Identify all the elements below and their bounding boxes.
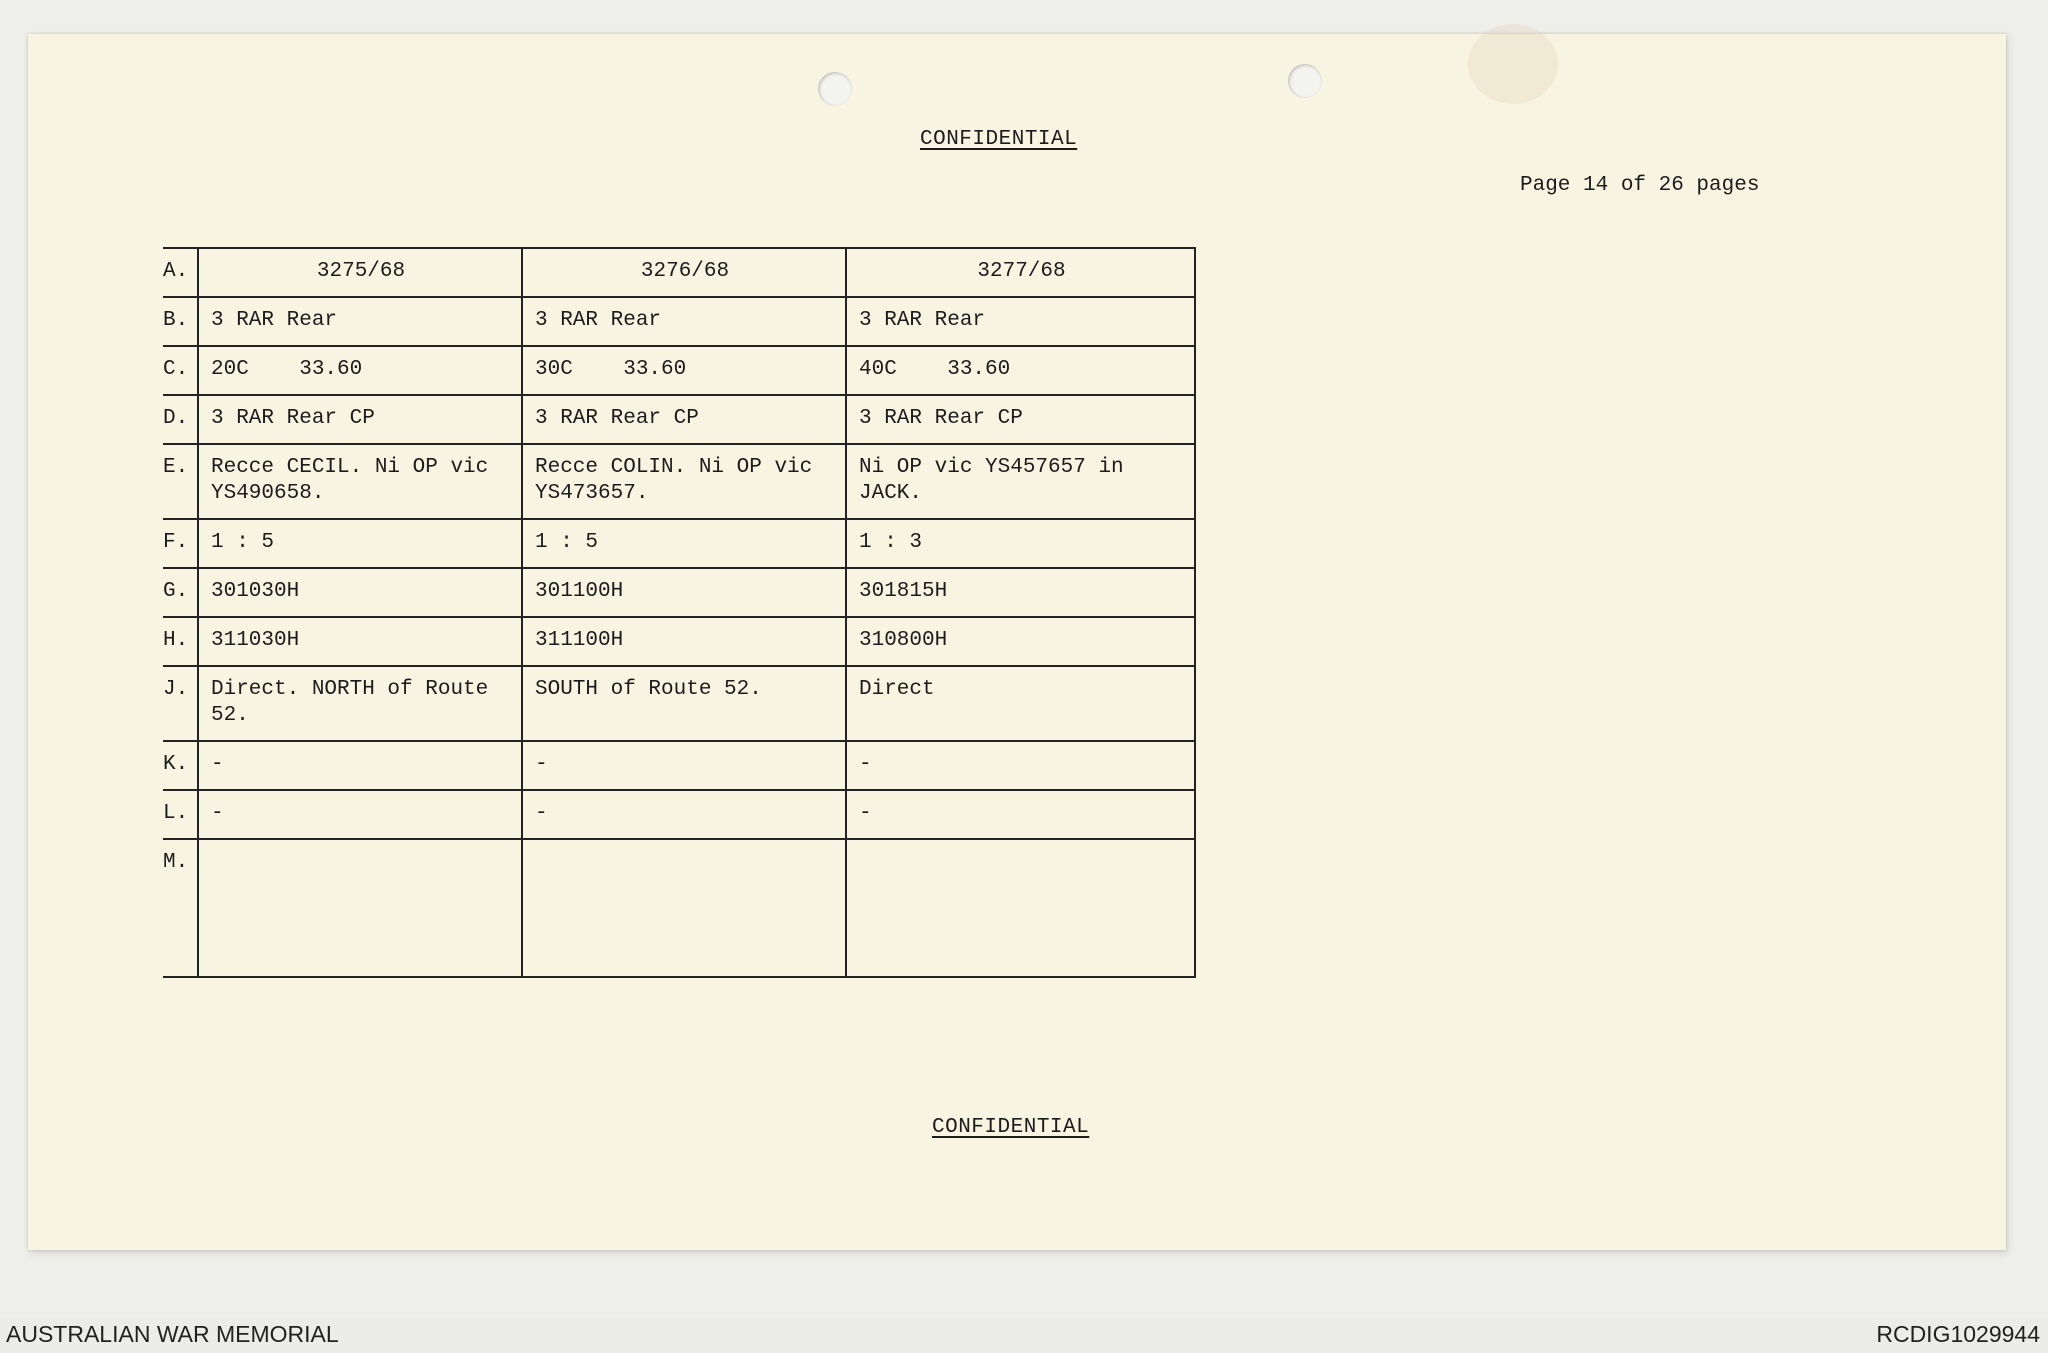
- table-cell: 310800H: [846, 617, 1195, 666]
- table-row: [163, 395, 1195, 444]
- table-cell: 3276/68: [522, 248, 846, 297]
- document-sheet: [28, 34, 2006, 1250]
- table-cell: 3 RAR Rear CP: [522, 395, 846, 444]
- row-label: E.: [163, 444, 198, 519]
- page-number: Page 14 of 26 pages: [1520, 174, 1760, 197]
- heading-confidential-bottom: CONFIDENTIAL: [932, 1116, 1090, 1139]
- table-cell: [846, 839, 1195, 977]
- table-cell: 30C 33.60: [522, 346, 846, 395]
- table-row: [163, 741, 1195, 790]
- message-log-table: [163, 247, 1196, 978]
- table-row: [163, 839, 1195, 977]
- table-cell: 3 RAR Rear CP: [198, 395, 522, 444]
- table-cell: Direct. NORTH of Route 52.: [198, 666, 522, 741]
- table-cell: 40C 33.60: [846, 346, 1195, 395]
- table-cell: 1 : 3: [846, 519, 1195, 568]
- row-label: C.: [163, 346, 198, 395]
- punch-hole-left: [818, 72, 852, 106]
- heading-confidential-top: CONFIDENTIAL: [920, 128, 1078, 151]
- table-row: [163, 297, 1195, 346]
- row-label: G.: [163, 568, 198, 617]
- table-cell: 1 : 5: [198, 519, 522, 568]
- table-row: [163, 666, 1195, 741]
- table-cell: 301815H: [846, 568, 1195, 617]
- table-cell: 3 RAR Rear: [522, 297, 846, 346]
- row-label: J.: [163, 666, 198, 741]
- table-cell: Direct: [846, 666, 1195, 741]
- table-row: [163, 248, 1195, 297]
- table-cell: 1 : 5: [522, 519, 846, 568]
- table-cell: 3 RAR Rear CP: [846, 395, 1195, 444]
- table-cell: -: [198, 790, 522, 839]
- table-row: [163, 568, 1195, 617]
- table-cell: -: [522, 790, 846, 839]
- table-cell: -: [846, 790, 1195, 839]
- table-cell: 3 RAR Rear: [198, 297, 522, 346]
- table-cell: [522, 839, 846, 977]
- row-label: L.: [163, 790, 198, 839]
- row-label: D.: [163, 395, 198, 444]
- row-label: M.: [163, 839, 198, 977]
- table-cell: 301100H: [522, 568, 846, 617]
- table-cell: -: [198, 741, 522, 790]
- table-row: [163, 444, 1195, 519]
- table-row: [163, 519, 1195, 568]
- archive-reference: RCDIG1029944: [1876, 1321, 2040, 1347]
- table-cell: -: [522, 741, 846, 790]
- row-label: F.: [163, 519, 198, 568]
- table-cell: -: [846, 741, 1195, 790]
- table-cell: SOUTH of Route 52.: [522, 666, 846, 741]
- row-label: B.: [163, 297, 198, 346]
- table-cell: Recce COLIN. Ni OP vic YS473657.: [522, 444, 846, 519]
- paper-stain: [1468, 24, 1558, 104]
- table-cell: 20C 33.60: [198, 346, 522, 395]
- table-cell: [198, 839, 522, 977]
- table-cell: 311030H: [198, 617, 522, 666]
- table-cell: 301030H: [198, 568, 522, 617]
- table-row: [163, 617, 1195, 666]
- table-cell: Ni OP vic YS457657 in JACK.: [846, 444, 1195, 519]
- archive-credit: AUSTRALIAN WAR MEMORIAL: [6, 1321, 339, 1347]
- table-cell: 3275/68: [198, 248, 522, 297]
- table-cell: 3277/68: [846, 248, 1195, 297]
- row-label: K.: [163, 741, 198, 790]
- table-row: [163, 790, 1195, 839]
- table-cell: 3 RAR Rear: [846, 297, 1195, 346]
- row-label: H.: [163, 617, 198, 666]
- row-label: A.: [163, 248, 198, 297]
- table-row: [163, 346, 1195, 395]
- table-cell: Recce CECIL. Ni OP vic YS490658.: [198, 444, 522, 519]
- table-cell: 311100H: [522, 617, 846, 666]
- punch-hole-right: [1288, 64, 1322, 98]
